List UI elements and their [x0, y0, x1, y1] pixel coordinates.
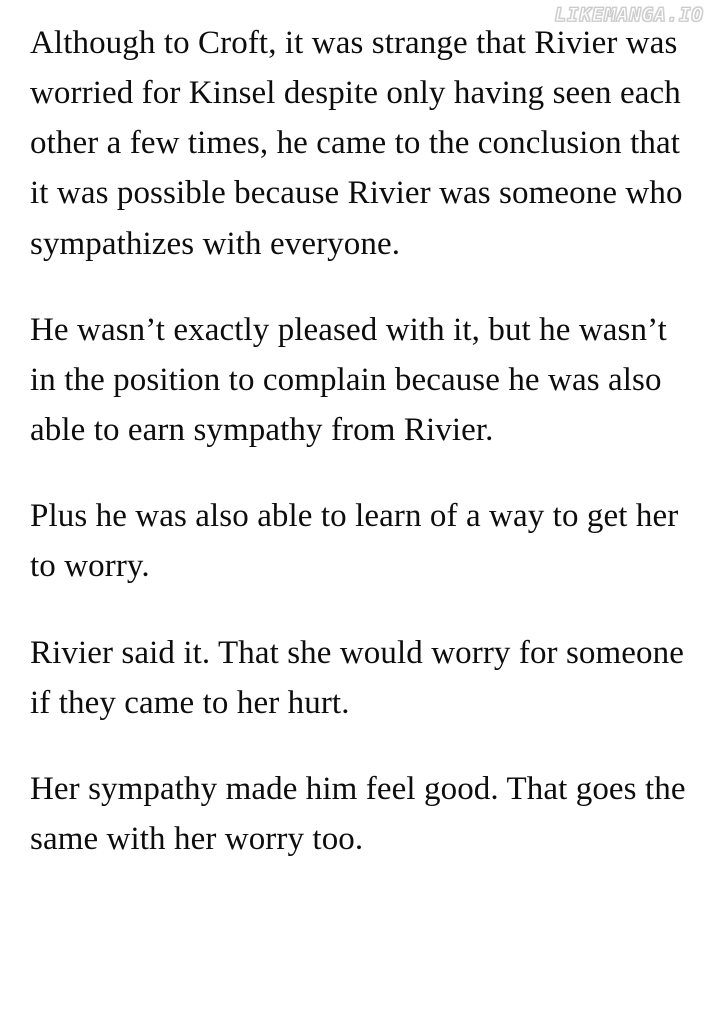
paragraph: He wasn’t exactly pleased with it, but he wasn’t in the position to complain because he was also able to earn sympathy from Rivier. [30, 311, 667, 449]
site-watermark: LIKEMANGA.IO [554, 4, 704, 26]
paragraph: Plus he was also able to learn of a way to get her to worry. [30, 498, 679, 585]
paragraph: Rivier said it. That she would worry for someone if they came to her hurt. [30, 634, 684, 721]
story-text-block [30, 18, 690, 864]
paragraph: Her sympathy made him feel good. That goes the same with her worry too. [30, 770, 686, 858]
paragraph: Although to Croft, it was strange that Rivier was worried for Kinsel despite only having seen each other a few times, he came to the conclusion that it was possible because Rivier was someone who sympathizes with everyone. [30, 25, 683, 262]
